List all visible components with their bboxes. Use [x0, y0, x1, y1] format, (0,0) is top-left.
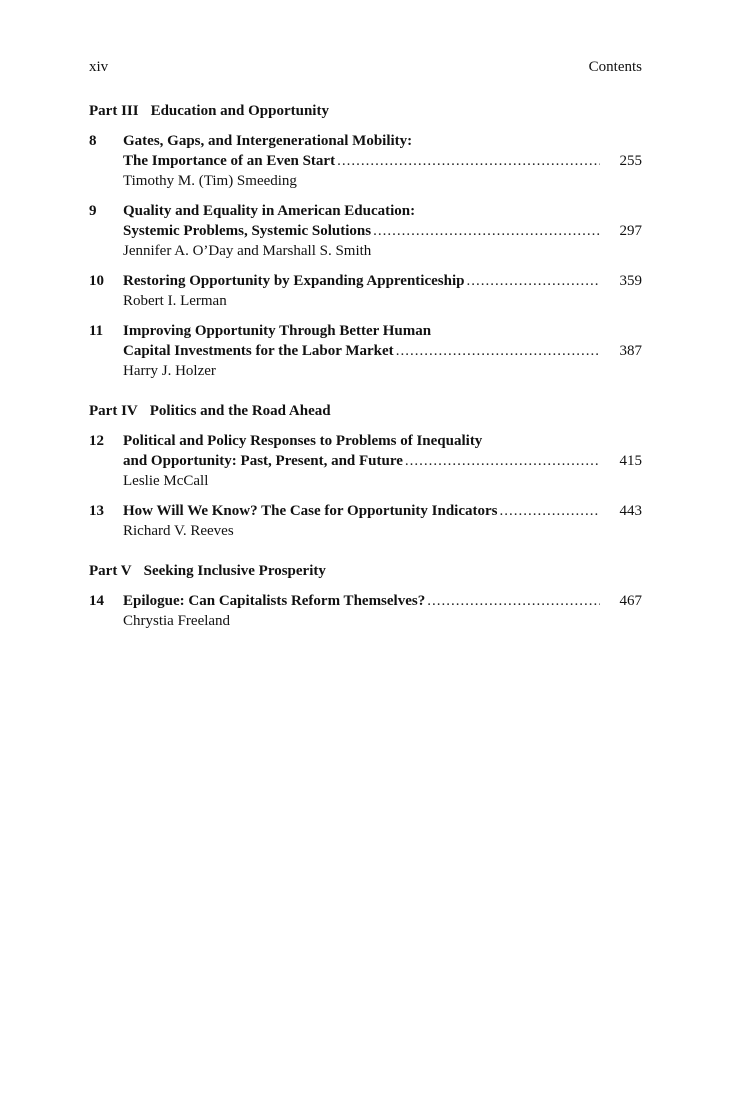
chapter-title-line: Gates, Gaps, and Intergenerational Mobility:	[123, 133, 413, 149]
dot-leader	[373, 221, 600, 241]
chapter-number: 8	[89, 133, 97, 149]
running-head: Contents	[588, 59, 642, 75]
chapter-title-line: Capital Investments for the Labor Market	[123, 343, 394, 359]
chapter-title-line: How Will We Know? The Case for Opportunity Indicators	[123, 503, 498, 519]
toc-entry[interactable]	[89, 431, 642, 491]
part-heading	[89, 561, 642, 581]
chapter-title-line: Improving Opportunity Through Better Human	[123, 323, 432, 339]
dot-leader	[396, 341, 600, 361]
part-spacer	[89, 391, 642, 401]
chapter-page-number: 443	[619, 503, 642, 519]
chapter-title-line: Epilogue: Can Capitalists Reform Themselves?	[123, 593, 426, 609]
chapter-author: Jennifer A. O’Day and Marshall S. Smith	[123, 243, 372, 259]
chapter-author: Harry J. Holzer	[123, 363, 216, 379]
chapter-page-number: 387	[619, 343, 642, 359]
chapter-number: 12	[89, 433, 104, 449]
chapter-title-row	[123, 271, 642, 291]
chapter-title-line: Political and Policy Responses to Problems of Inequality	[123, 433, 483, 449]
chapter-title-line: Quality and Equality in American Education:	[123, 203, 416, 219]
chapter-author: Leslie McCall	[123, 473, 209, 489]
chapter-title-line: The Importance of an Even Start	[123, 153, 336, 169]
table-of-contents	[89, 101, 642, 641]
chapter-title-row	[123, 501, 642, 521]
chapter-page-number: 359	[619, 273, 642, 289]
chapter-author: Chrystia Freeland	[123, 613, 231, 629]
chapter-number: 11	[89, 323, 104, 339]
toc-entry[interactable]	[89, 201, 642, 261]
page-number: xiv	[89, 59, 109, 75]
chapter-title-row	[123, 221, 642, 241]
dot-leader	[405, 451, 600, 471]
part-title: Politics and the Road Ahead	[149, 403, 331, 419]
part-heading	[89, 401, 642, 421]
chapter-number: 13	[89, 503, 104, 519]
chapter-title-row	[123, 591, 642, 611]
chapter-author: Timothy M. (Tim) Smeeding	[123, 173, 297, 189]
toc-entry[interactable]	[89, 591, 642, 631]
dot-leader	[427, 591, 600, 611]
chapter-number: 10	[89, 273, 104, 289]
part-title: Education and Opportunity	[150, 103, 329, 119]
chapter-title-row	[123, 341, 642, 361]
chapter-title-row	[123, 151, 642, 171]
chapter-title-row	[123, 451, 642, 471]
toc-entry[interactable]	[89, 271, 642, 311]
part-label: Part IV	[89, 403, 138, 419]
chapter-page-number: 467	[619, 593, 642, 609]
chapter-title-line: Systemic Problems, Systemic Solutions	[123, 223, 372, 239]
part-label: Part III	[89, 103, 139, 119]
chapter-page-number: 255	[619, 153, 642, 169]
chapter-title-line: and Opportunity: Past, Present, and Future	[123, 453, 403, 469]
part-heading	[89, 101, 642, 121]
part-label: Part V	[89, 563, 132, 579]
chapter-author: Robert I. Lerman	[123, 293, 227, 309]
chapter-author: Richard V. Reeves	[123, 523, 234, 539]
chapter-number: 9	[89, 203, 97, 219]
toc-entry[interactable]	[89, 501, 642, 541]
chapter-title-line: Restoring Opportunity by Expanding Apprenticeship	[123, 273, 465, 289]
chapter-number: 14	[89, 593, 104, 609]
toc-entry[interactable]	[89, 131, 642, 191]
dot-leader	[466, 271, 600, 291]
part-spacer	[89, 551, 642, 561]
chapter-page-number: 415	[619, 453, 642, 469]
dot-leader	[337, 151, 600, 171]
part-title: Seeking Inclusive Prosperity	[143, 563, 326, 579]
toc-entry[interactable]	[89, 321, 642, 381]
chapter-page-number: 297	[619, 223, 642, 239]
dot-leader	[500, 501, 601, 521]
